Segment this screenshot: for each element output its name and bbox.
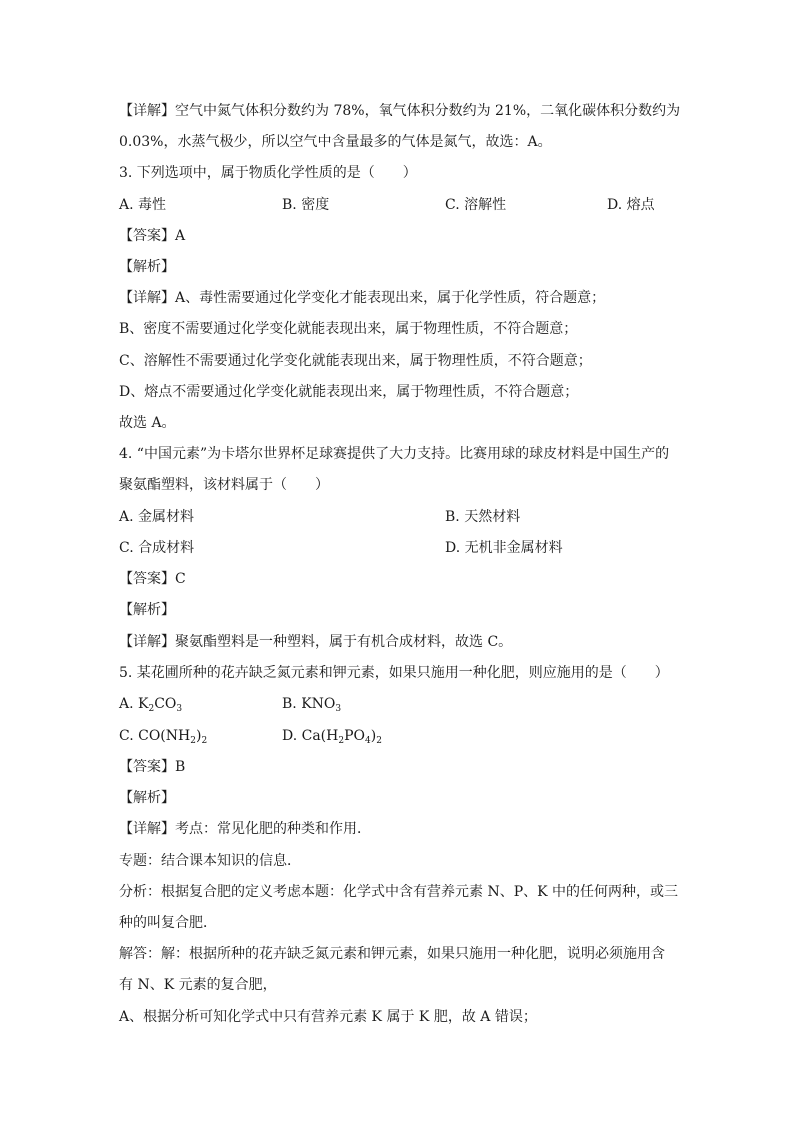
q4-option-c: C. 合成材料 [119,540,195,556]
q5-option-a: A. $K_2CO_3$ [119,696,183,714]
q3-option-d: D. 熔点 [607,197,655,213]
q4-option-b: B. 天然材料 [445,509,521,525]
q4-analysis-label: 【解析】 [119,602,175,618]
q4-stem-line-1: 4. “中国元素”为卡塔尔世界杯足球赛提供了大力支持。比赛用球的球皮材料是中国生产的 [119,446,670,462]
q5-detail-line: 分析：根据复合肥的定义考虑本题：化学式中含有营养元素 N、P、K 中的任何两种，或三 [119,884,679,900]
q3-analysis-label: 【解析】 [119,259,175,275]
q3-option-c: C. 溶解性 [445,197,507,213]
q5-option-d: D. $Ca(H_2PO_4)_2$ [282,728,382,746]
q3-option-b: B. 密度 [282,197,330,213]
q4-option-d: D. 无机非金属材料 [445,540,563,556]
q3-option-a: A. 毒性 [119,197,167,213]
q3-answer: 【答案】A [119,228,186,244]
q3-detail-line: 【详解】A、毒性需要通过化学变化才能表现出来，属于化学性质，符合题意； [119,290,606,306]
q5-answer: 【答案】B [119,759,186,775]
q5-analysis-label: 【解析】 [119,790,175,806]
q3-detail-line: B、密度不需要通过化学变化就能表现出来，属于物理性质，不符合题意； [119,321,578,337]
q3-detail-line: C、溶解性不需要通过化学变化就能表现出来，属于物理性质，不符合题意； [119,353,592,369]
q5-detail-line: 【详解】考点：常见化肥的种类和作用． [119,821,371,837]
q3-stem: 3. 下列选项中，属于物质化学性质的是（ ） [119,165,417,181]
q2-detail-line-1: 【详解】空气中氮气体积分数约为 78%，氧气体积分数约为 21%，二氧化碳体积分数约为 [119,103,681,119]
q5-option-c: C. $CO(NH_2)_2$ [119,728,208,746]
q5-detail-line: A、根据分析可知化学式中只有营养元素 K 属于 K 肥，故 A 错误； [119,1009,537,1025]
q5-stem: 5. 某花圃所种的花卉缺乏氮元素和钾元素，如果只施用一种化肥，则应施用的是（ ） [119,665,669,681]
q3-detail-line: 故选 A。 [119,415,176,431]
q5-detail-line: 有 N、K 元素的复合肥， [119,977,277,993]
q4-option-a: A. 金属材料 [119,509,195,525]
q3-detail-line: D、熔点不需要通过化学变化就能表现出来，属于物理性质，不符合题意； [119,384,579,400]
q5-option-b: B. $KNO_3$ [282,696,342,714]
q4-stem-line-2: 聚氨酯塑料，该材料属于（ ） [119,477,329,493]
q5-detail-line: 解答：解：根据所种的花卉缺乏氮元素和钾元素，如果只施用一种化肥，说明必须施用含 [119,946,665,962]
q5-detail-line: 种的叫复合肥． [119,915,217,931]
q4-detail: 【详解】聚氨酯塑料是一种塑料，属于有机合成材料，故选 C。 [119,634,513,650]
q5-detail-line: 专题：结合课本知识的信息． [119,853,301,869]
q2-detail-line-2: 0.03%，水蒸气极少，所以空气中含量最多的气体是氮气，故选：A。 [119,134,552,150]
q4-answer: 【答案】C [119,571,186,587]
